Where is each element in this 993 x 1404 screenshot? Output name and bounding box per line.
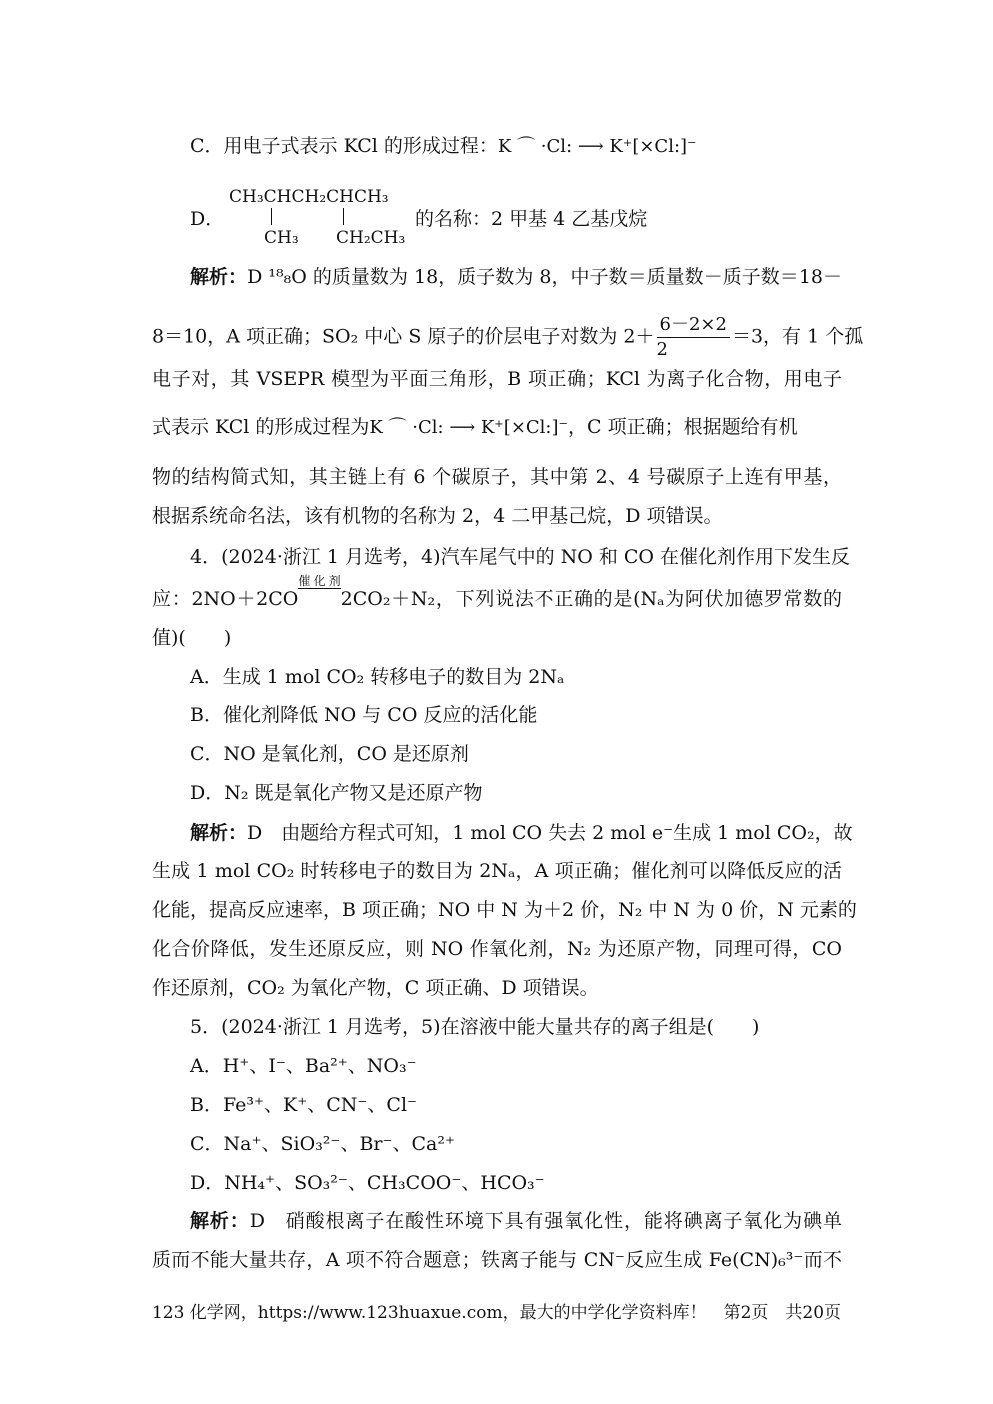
page-footer: 123 化学网，https://www.123huaxue.com，最大的中学化学资料库！ 第2页 共20页 (151, 1303, 842, 1323)
reaction-arrow-catalyst: 催化剂 (298, 574, 341, 588)
q4-option-d: D．N₂ 既是氧化产物又是还原产物 (190, 782, 483, 804)
q4-option-b: B．催化剂降低 NO 与 CO 反应的活化能 (190, 704, 538, 726)
q4-stem-line-1: 4．(2024·浙江 1 月选考，4)汽车尾气中的 NO 和 CO 在催化剂作用下发生反 (190, 546, 851, 568)
q4-explanation-line-4: 化合价降低，发生还原反应，则 NO 作氧化剂，N₂ 为还原产物，同理可得，CO (152, 938, 842, 960)
q5-option-b: B．Fe³⁺、K⁺、CN⁻、Cl⁻ (190, 1094, 418, 1116)
q4-option-a: A．生成 1 mol CO₂ 转移电子的数目为 2Nₐ (190, 666, 565, 688)
fraction: $\frac{6-2\times 2}{2}$ (657, 316, 730, 359)
q4-explanation-line-2: 生成 1 mol CO₂ 时转移电子的数目为 2Nₐ，A 项正确；催化剂可以降低反应的活 (152, 860, 842, 882)
structural-formula-main-chain: CH₃CHCH₂CHCH₃ (229, 187, 389, 207)
q4-explanation-line-1: 解析：D 由题给方程式可知，1 mol CO 失去 2 mol e⁻生成 1 mol CO₂，故 (190, 822, 853, 844)
q3-explanation-line-5: 物的结构简式知，其主链上有 6 个碳原子，其中第 2、4 号碳原子上连有甲基， (152, 466, 842, 488)
q4-stem-line-2: 应：2NO＋2CO 催化剂 2CO₂＋N₂，下列说法不正确的是(Nₐ为阿伏加德罗常数的 (152, 574, 842, 610)
q3-explanation-line-1: 解析：D ¹⁸₈O 的质量数为 18，质子数为 8，中子数＝质量数－质子数＝18－ (190, 266, 842, 288)
q5-explanation-line-2: 质而不能大量共存，A 项不符合题意；铁离子能与 CN⁻反应生成 Fe(CN)₆³⁻而不 (152, 1249, 842, 1271)
q3-explanation-line-6: 根据系统命名法，该有机物的名称为 2，4 二甲基己烷，D 项错误。 (152, 505, 723, 527)
kcl-lewis-formula-inline: K ⌒ ·Cl: ⟶ K⁺[×Cl:]⁻ (369, 417, 569, 438)
q4-stem-line-3: 值)( ) (152, 627, 232, 649)
q3-option-c-text: C．用电子式表示 KCl 的形成过程： (190, 135, 498, 157)
structural-formula-branch-left: CH₃ (264, 228, 299, 248)
kcl-lewis-formula: K ⌒ ·Cl: ⟶ K⁺[×Cl:]⁻ (497, 136, 697, 157)
q3-explanation-line-2: 8＝10，A 项正确；SO₂ 中心 S 原子的价层电子对数为 2＋ $\frac{6-2\times 2}{2}$ ＝3，有 1 个孤 (152, 314, 864, 360)
q3-explanation-line-3: 电子对，其 VSEPR 模型为平面三角形，B 项正确；KCl 为离子化合物，用电子 (152, 368, 842, 390)
q5-option-d: D．NH₄⁺、SO₃²⁻、CH₃COO⁻、HCO₃⁻ (190, 1172, 545, 1194)
branch-bond-left (271, 208, 272, 225)
explanation-label: 解析： (190, 1210, 250, 1232)
q4-explanation-line-3: 化能，提高反应速率，B 项正确；NO 中 N 为＋2 价，N₂ 中 N 为 0 价，N 元素的 (152, 899, 857, 921)
q3-option-c (190, 137, 697, 156)
q5-option-a: A．H⁺、I⁻、Ba²⁺、NO₃⁻ (190, 1055, 417, 1077)
q3-option-d-suffix: 的名称：2 甲基 4 乙基戊烷 (415, 208, 648, 230)
q3-option-d-prefix: D． (190, 208, 225, 230)
q5-option-c: C．Na⁺、SiO₃²⁻、Br⁻、Ca²⁺ (190, 1133, 456, 1155)
structural-formula-branch-right: CH₂CH₃ (336, 228, 406, 248)
q5-explanation-line-1: 解析：D 硝酸根离子在酸性环境下具有强氧化性，能将碘离子氧化为碘单 (190, 1210, 842, 1232)
explanation-label: 解析： (190, 822, 248, 844)
q4-explanation-line-5: 作还原剂，CO₂ 为氧化产物，C 项正确、D 项错误。 (152, 977, 599, 999)
q3-explanation-line-4: 式表示 KCl 的形成过程为K ⌒ ·Cl: ⟶ K⁺[×Cl:]⁻，C 项正确；根据题给有机 (152, 416, 798, 438)
branch-bond-right (343, 208, 344, 225)
q5-stem: 5．(2024·浙江 1 月选考，5)在溶液中能大量共存的离子组是( ) (190, 1016, 760, 1038)
explanation-label: 解析： (190, 266, 248, 288)
q4-option-c: C．NO 是氧化剂，CO 是还原剂 (190, 743, 469, 765)
